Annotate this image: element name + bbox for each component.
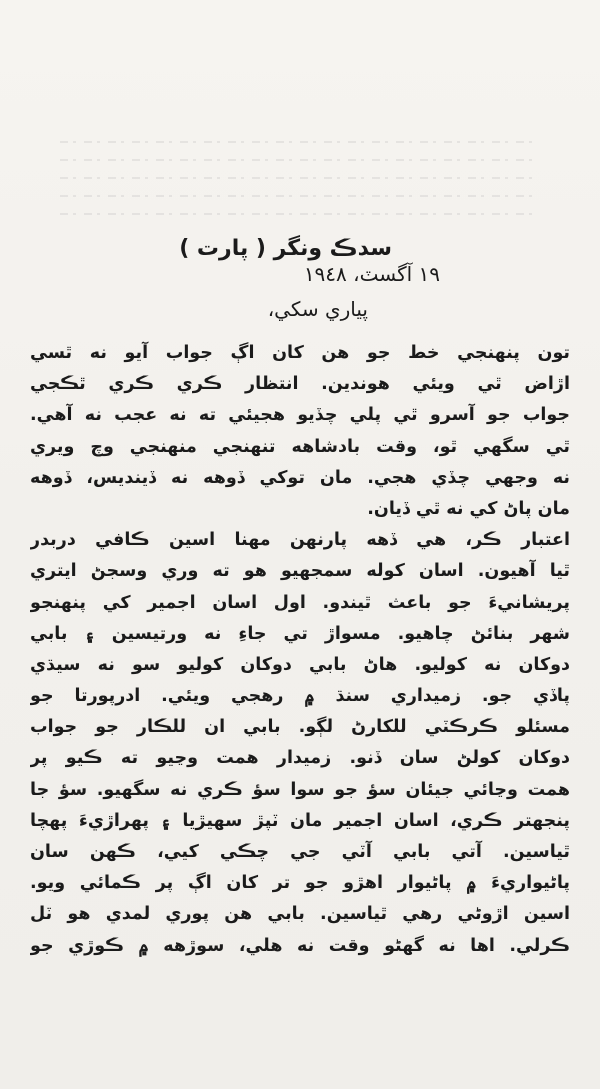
- text-line: اسين اڙوڻي رهي ٿياسين. بابي هن پوري لمدي هو ٽل: [30, 904, 570, 925]
- text-line: پاڻيواريءَ ۾ پاڻيوار اهڙو جو تر کان اڳ پر ڪمائي ويو.: [30, 873, 570, 894]
- text-line: مسئلو ڪرڪٽي للکارڻ لڳو. بابي ان للڪار جو جواب: [30, 717, 570, 738]
- text-line: دوکان نه کوليو. هاڻ بابي دوکان کوليو سو نه سيڌي: [30, 654, 570, 675]
- text-line: نه وجهي چڏي هجي. مان توکي ڏوهه نه ڏينديس، ڏوهه: [30, 467, 570, 488]
- text-line: همت وڃائي جيئان سؤ جو سوا سؤ ڪري نه سگهيو. سؤ جا: [30, 779, 570, 800]
- paragraph-1: [30, 338, 570, 525]
- text-line: پريشانيءَ جو باعث ٿيندو. اول اسان اجمير کي پنهنجو: [30, 592, 570, 613]
- text-line: ٿياسين. آتي بابي آٽي جي چڪي کيي، ڪهن سان: [30, 842, 570, 862]
- letter-body: [30, 338, 570, 962]
- letter-date: ١٩ آگسٽ، ١٩٤٨: [303, 262, 440, 286]
- text-line: پنجهتر ڪري، اسان اجمير مان ٽپڙ سهيڙيا ۽ پهراڙيءَ پهچا: [30, 810, 570, 831]
- text-line: مان پاڻ کي نه ٿي ڏيان.: [367, 498, 570, 519]
- text-line: شهر بنائڻ چاهيو. مسواڙ تي جاءِ نه ورتيسين ۽ بابي: [30, 623, 570, 644]
- text-line: ٿي سگهي ٿو، وقت بادشاهه تنهنجي منهنجي وچ ويري: [30, 436, 570, 457]
- text-line: تون پنهنجي خط جو هن کان اڳ جواب آيو نه ٿسي: [30, 343, 570, 363]
- text-line: اعتبار ڪر، هي ڏهه پارنهن مهنا اسين ڪافي دربدر: [30, 530, 570, 551]
- salutation: پياري سکي،: [267, 297, 368, 321]
- text-line: اڙاض ٿي ويئي هوندين. انتظار ڪري ڪري ٿڪجي: [30, 374, 570, 395]
- letter-heading: سدڪ ونگر ( پارت ): [179, 236, 392, 261]
- paragraph-2: [30, 525, 570, 962]
- text-line: جواب جو آسرو ٿي پلي چڏيو هجيئي ته نه عجب نه آهي.: [30, 405, 570, 426]
- text-line: ٿيا آهيون. اسان کوله سمجهيو هو ته وري وسجڻ ايتري: [30, 561, 570, 582]
- text-line: ڪرلي. اها نه گهڻو وقت نه هلي، سوڙهه ۾ ڪوڙي جو: [30, 935, 570, 956]
- text-line: پاڏي جو. زميداري سنڌ ۾ رهجي ويئي. ادرپورتا جو: [30, 686, 570, 707]
- text-line: دوکان کولڻ سان ڏنو. زميدار همت وڃيو ته ڪيو پر: [30, 748, 570, 769]
